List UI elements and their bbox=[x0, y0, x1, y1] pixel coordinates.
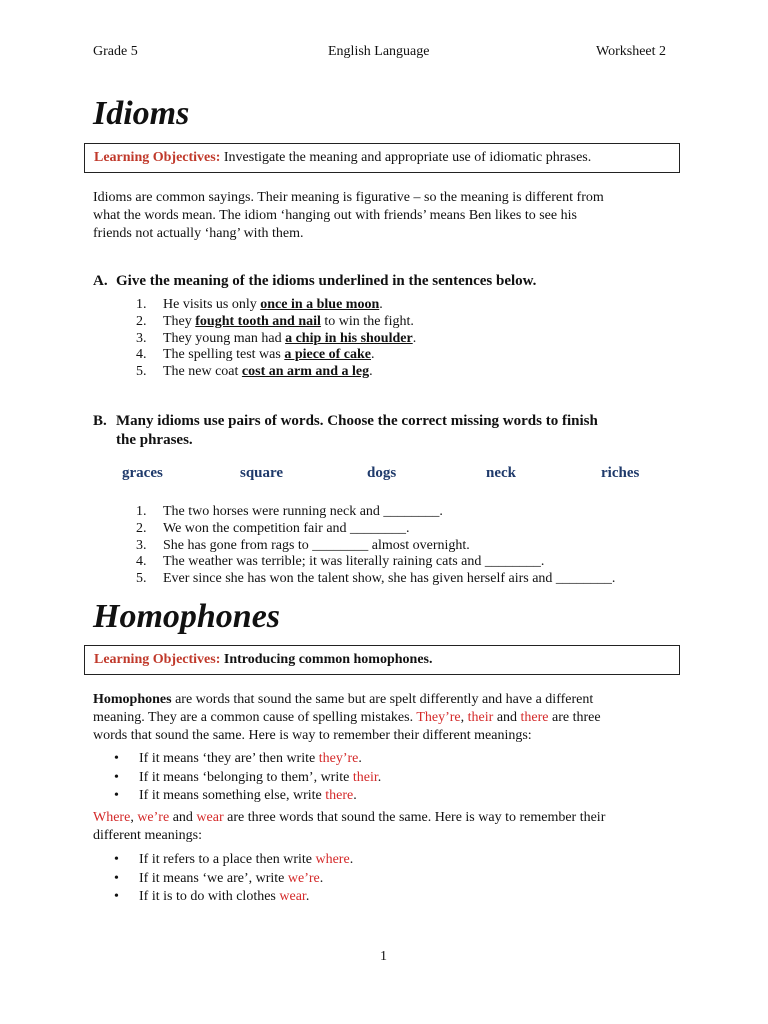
highlight-word: wear bbox=[279, 889, 306, 904]
item-text: The two horses were running neck and ________. bbox=[163, 504, 443, 519]
item-text: . bbox=[371, 347, 375, 363]
bullet-text: If it means ‘we are’, write bbox=[139, 870, 288, 886]
word-bank-item: riches bbox=[601, 465, 640, 481]
list-item bbox=[136, 347, 416, 364]
item-number: 3. bbox=[136, 537, 147, 553]
word-bank-item: square bbox=[240, 465, 284, 481]
homophones-objective-label: Learning Objectives: bbox=[94, 652, 221, 667]
list-item bbox=[136, 314, 416, 331]
para-text: , bbox=[130, 810, 138, 825]
underlined-idiom: once in a blue moon bbox=[260, 297, 380, 312]
idioms-intro-line: Idioms are common sayings. Their meaning is figurative – so the meaning is different from bbox=[93, 190, 604, 205]
item-number: 4. bbox=[136, 554, 147, 570]
item-text: The weather was terrible; it was literally raining cats and ________. bbox=[163, 554, 545, 570]
para-line bbox=[93, 809, 683, 827]
list-item bbox=[136, 571, 615, 588]
item-number: 3. bbox=[136, 330, 147, 346]
item-text: The spelling test was bbox=[163, 347, 285, 363]
section-a-heading-text: Give the meaning of the idioms underlined in the sentences below. bbox=[116, 273, 537, 289]
item-number: 4. bbox=[136, 347, 147, 363]
bullet-list-1 bbox=[114, 750, 381, 806]
highlight-word: there bbox=[325, 788, 354, 803]
intro-text: , bbox=[460, 710, 468, 725]
bullet-text: If it means something else, write bbox=[139, 788, 326, 803]
highlight-word: where bbox=[315, 852, 350, 867]
list-item bbox=[136, 554, 615, 571]
bullet-icon: • bbox=[114, 769, 119, 785]
list-item bbox=[136, 538, 615, 555]
intro-text: are three bbox=[548, 710, 601, 725]
bullet-icon: • bbox=[114, 751, 119, 766]
section-b-heading-text: the phrases. bbox=[116, 432, 193, 448]
homophones-term: Homophones bbox=[93, 692, 172, 707]
homophones-intro bbox=[93, 691, 683, 745]
highlight-word: Where bbox=[93, 810, 131, 825]
intro-text: and bbox=[493, 710, 521, 725]
bullet-item bbox=[114, 750, 381, 769]
page-number: 1 bbox=[380, 949, 387, 964]
bullet-text: If it refers to a place then write bbox=[139, 852, 316, 867]
bullet-list-2 bbox=[114, 851, 353, 907]
para-line: different meanings: bbox=[93, 828, 202, 843]
bullet-text: . bbox=[358, 751, 362, 766]
list-item bbox=[136, 521, 615, 538]
underlined-idiom: cost an arm and a leg bbox=[241, 364, 370, 380]
item-number: 1. bbox=[136, 504, 147, 519]
bullet-text: . bbox=[349, 852, 354, 867]
homophones-intro-line bbox=[93, 691, 683, 709]
section-a-heading bbox=[93, 272, 693, 291]
bullet-item bbox=[114, 769, 381, 788]
highlight-word: we’re bbox=[287, 870, 320, 886]
highlight-word: we’re bbox=[137, 810, 170, 825]
para-text: are three words that sound the same. Here is way to remember their bbox=[223, 810, 606, 825]
bullet-icon: • bbox=[114, 852, 119, 867]
item-text: They young man had bbox=[163, 330, 286, 346]
bullet-text: If it means ‘belonging to them’, write bbox=[139, 769, 353, 785]
header-worksheet: Worksheet 2 bbox=[596, 44, 667, 59]
bullet-text: If it is to do with clothes bbox=[139, 889, 280, 904]
item-text: Ever since she has won the talent show, she has given herself airs and ________. bbox=[163, 571, 616, 587]
section-b-list bbox=[136, 504, 615, 588]
header-subject: English Language bbox=[328, 44, 430, 59]
list-item bbox=[136, 297, 416, 314]
bullet-text: . bbox=[305, 889, 310, 904]
homophones-intro-line bbox=[93, 709, 683, 727]
section-b-heading-text: Many idioms use pairs of words. Choose the correct missing words to finish bbox=[116, 413, 598, 429]
bullet-icon: • bbox=[114, 889, 119, 904]
bullet-text: . bbox=[377, 769, 382, 785]
item-number: 1. bbox=[136, 297, 147, 312]
header-grade: Grade 5 bbox=[93, 44, 138, 59]
item-text: The new coat bbox=[163, 364, 242, 380]
word-bank-item: neck bbox=[486, 465, 516, 481]
section-b-letter: B. bbox=[93, 413, 107, 429]
bullet-text: . bbox=[353, 788, 357, 803]
bullet-item bbox=[114, 851, 353, 870]
idioms-objective-text: Investigate the meaning and appropriate use of idiomatic phrases. bbox=[223, 150, 592, 165]
idioms-intro bbox=[93, 189, 683, 243]
item-number: 5. bbox=[136, 571, 147, 587]
highlight-word: their bbox=[467, 710, 494, 725]
list-item bbox=[136, 364, 416, 381]
item-number: 2. bbox=[136, 520, 147, 536]
highlight-word: there bbox=[520, 710, 549, 725]
bullet-icon: • bbox=[114, 788, 119, 803]
underlined-idiom: fought tooth and nail bbox=[195, 313, 321, 329]
idioms-intro-line: friends not actually ‘hang’ with them. bbox=[93, 226, 304, 241]
item-text: . bbox=[369, 364, 373, 380]
idioms-intro-line: what the words mean. The idiom ‘hanging out with friends’ means Ben likes to see his bbox=[93, 208, 577, 223]
bullet-icon: • bbox=[114, 870, 119, 886]
section-a-letter: A. bbox=[93, 273, 108, 289]
para-text: and bbox=[169, 810, 197, 825]
list-item bbox=[136, 331, 416, 348]
item-text: . bbox=[412, 330, 417, 346]
idioms-objective-box bbox=[84, 143, 680, 173]
idioms-title: Idioms bbox=[93, 95, 190, 132]
highlight-word: They’re bbox=[416, 710, 461, 725]
intro-text: meaning. They are a common cause of spelling mistakes. bbox=[93, 710, 417, 725]
item-text: She has gone from rags to ________ almost overnight. bbox=[163, 537, 470, 553]
homophones-objective-text: Introducing common homophones. bbox=[223, 652, 433, 667]
highlight-word: wear bbox=[196, 810, 224, 825]
homophones-intro-line: words that sound the same. Here is way to remember their different meanings: bbox=[93, 728, 532, 743]
item-text: We won the competition fair and ________. bbox=[163, 520, 410, 536]
highlight-word: they’re bbox=[318, 751, 359, 766]
item-text: He visits us only bbox=[163, 297, 261, 312]
bullet-text: If it means ‘they are’ then write bbox=[139, 751, 319, 766]
bullet-item bbox=[114, 870, 353, 889]
homophones-para-2 bbox=[93, 809, 683, 845]
list-item bbox=[136, 504, 615, 521]
item-number: 5. bbox=[136, 364, 147, 380]
section-a-list bbox=[136, 297, 416, 381]
bullet-item bbox=[114, 888, 353, 907]
homophones-title: Homophones bbox=[93, 598, 281, 635]
item-text: They bbox=[163, 313, 196, 329]
item-number: 2. bbox=[136, 313, 147, 329]
word-bank-item: dogs bbox=[367, 465, 397, 481]
item-text: to win the fight. bbox=[320, 313, 414, 329]
section-b-heading bbox=[93, 412, 693, 450]
idioms-objective-label: Learning Objectives: bbox=[94, 150, 221, 165]
highlight-word: their bbox=[352, 769, 378, 785]
intro-text: are words that sound the same but are spelt differently and have a different bbox=[171, 692, 594, 707]
homophones-objective-box bbox=[84, 645, 680, 675]
underlined-idiom: a chip in his shoulder bbox=[285, 330, 413, 346]
bullet-item bbox=[114, 787, 381, 806]
word-bank-item: graces bbox=[122, 465, 163, 481]
item-text: . bbox=[379, 297, 383, 312]
underlined-idiom: a piece of cake bbox=[284, 347, 372, 363]
bullet-text: . bbox=[319, 870, 324, 886]
